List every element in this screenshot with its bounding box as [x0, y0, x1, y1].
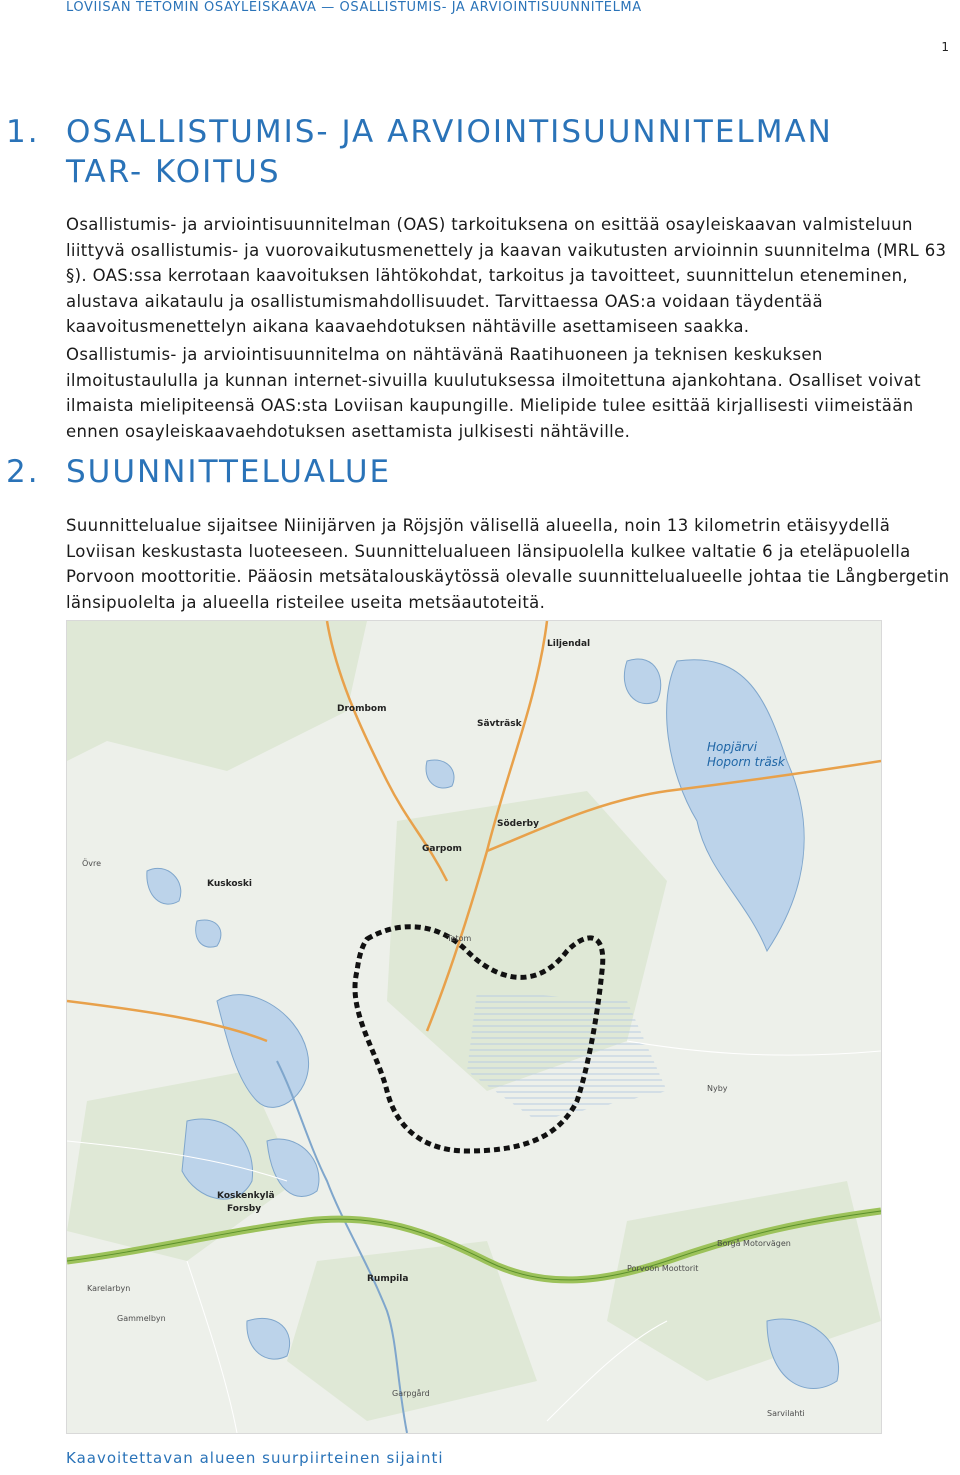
label-garpom: Garpom: [422, 844, 462, 854]
label-hoporn: Hoporn träsk: [707, 755, 785, 769]
label-liljendal: Liljendal: [547, 639, 591, 649]
map-caption: Kaavoitettavan alueen suurpiirteinen sijainti: [66, 1449, 444, 1467]
label-koskenkyla: Koskenkylä: [217, 1191, 275, 1201]
section-1-number: 1.: [6, 114, 40, 150]
section-1-heading: [6, 112, 906, 192]
label-rumpila: Rumpila: [367, 1274, 409, 1284]
section-1-paragraph-1: Osallistumis- ja arviointisuunnitelman (OAS) tarkoituksena on esittää osayleiskaavan valmisteluun liittyvä osallistumis- ja vuorovaikutusmenettely ja kaavan vaikutusten arvioinnin suunnitelma (MRL 63 §). OAS:ssa kerrotaan kaavoituksen lähtökohdat, tarkoitus ja tavoitteet, suunnittelun eteneminen, alustava aikataulu ja osallistumismahdollisuudet. Tarvittaessa OAS:a voidaan täydentää kaavoitusmenettelyn aikana kaavaehdotuksen nähtäville asettamiseen saakka.: [66, 215, 947, 336]
section-1-title: OSALLISTUMIS- JA ARVIOINTISUUNNITELMAN TAR- KOITUS: [66, 114, 833, 190]
label-gammelbyn: Gammelbyn: [117, 1314, 166, 1323]
label-drombom: Drombom: [337, 704, 387, 714]
label-tetom: Tetom: [447, 934, 472, 943]
label-savitrask: Sävträsk: [477, 719, 522, 729]
location-map: [66, 620, 882, 1434]
page-number: 1: [941, 40, 949, 54]
label-karelarbyn: Karelarbyn: [87, 1284, 131, 1293]
label-forsby: Forsby: [227, 1204, 262, 1214]
label-borga: Borgå Motorvägen: [717, 1239, 791, 1248]
running-header: LOVIISAN TETOMIN OSAYLEISKAAVA — OSALLISTUMIS- JA ARVIOINTISUUNNITELMA: [66, 0, 642, 15]
label-kuskoski: Kuskoski: [207, 879, 252, 889]
label-garpgard: Garpgård: [392, 1389, 430, 1398]
section-2-paragraph: Suunnittelualue sijaitsee Niinijärven ja Röjsjön välisellä alueella, noin 13 kilometrin etäisyydellä Loviisan keskustasta luoteeseen. Suunnittelualueen länsipuolella kulkee valtatie 6 ja eteläpuolella Porvoon moottoritie. Pääosin metsätalouskäytössä olevalle suunnittelualueelle johtaa tie Långbergetin länsipuolelta ja alueella risteilee useita metsäautoteitä.: [66, 516, 950, 612]
section-1-paragraph-2: Osallistumis- ja arviointisuunnitelma on nähtävänä Raatihuoneen ja teknisen keskuksen ilmoitustaululla ja kunnan internet-sivuilla kuulutuksessa ilmoitettuna ajankohtana. Osalliset voivat ilmaista mielipiteensä OAS:sta Loviisan kaupungille. Mielipide tulee esittää kirjallisesti viimeistään ennen osayleiskaavaehdotuksen asettamista julkisesti nähtäville.: [66, 345, 921, 441]
label-ovre: Övre: [82, 859, 102, 868]
label-soderby: Söderby: [497, 819, 539, 829]
label-sarvilahti: Sarvilahti: [767, 1409, 805, 1418]
label-nyaby: Nyby: [707, 1084, 728, 1093]
section-2-heading: [6, 452, 391, 492]
map-graphic: [67, 621, 881, 1433]
section-2-title: SUUNNITTELUALUE: [66, 454, 392, 490]
label-hopjarvi: Hopjärvi: [707, 740, 758, 754]
section-2-number: 2.: [6, 454, 40, 490]
label-porvoon: Porvoon Moottorit: [627, 1264, 699, 1273]
